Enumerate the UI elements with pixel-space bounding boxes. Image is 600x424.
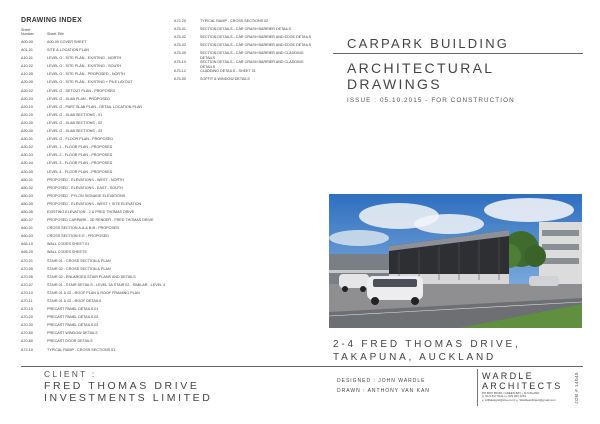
index-row [21,186,171,194]
sheet-number: A70-60 [21,339,33,344]
sheet-title: WALL CODES SHEET 01 [47,242,90,247]
sheet-number: A50-03 [21,193,33,198]
index-row [21,40,171,48]
index-row [21,129,171,137]
index-row [21,56,171,64]
index-row [174,27,314,35]
sheet-title: STAIR 01 - STAIR DETAILS - LEVEL 3A STAIR 02 - SIMILAR - LEVEL 4 [47,282,166,287]
address-line-1: 2-4 FRED THOMAS DRIVE, [333,339,521,350]
sheet-title: STAIR 01 & 02 - ROOF PLAN & ROOF FRAMING PLAN [47,290,140,295]
sheet-number: A65-10 [21,242,33,247]
sheet-title: CROSS SECTION E-E - PROPOSED [47,234,109,239]
sheet-title: CROSS SECTION A-A & B-B - PROPOSED [47,226,120,231]
sheet-number: A75-12 [174,69,186,73]
sheet-title: LEVEL G - SLAB SECTIONS - 03 [47,129,103,134]
index-row [21,170,171,178]
architect-logo [477,369,581,406]
sheet-number: A70-15 [21,307,33,312]
sheet-title: LEVEL 1 - FLOOR PLAN - PROPOSED [47,145,113,150]
index-row [21,331,171,339]
logo-line-2: ARCHITECTS [482,381,563,391]
index-row [174,19,314,27]
sheet-title: EXISTING ELEVATION - 2 & FRED THOMAS DRIVE [47,209,135,214]
sheet-title: PRECAST WINDOW DETAILS [47,331,98,336]
sheet-number: A75-02 [174,35,186,40]
index-row [21,48,171,56]
address-line-2: TAKAPUNA, AUCKLAND [333,352,497,363]
index-row [21,72,171,80]
index-row [21,145,171,153]
sheet-title: LEVEL G - SITE PLAN - EXISTING - SOUTH [47,64,122,69]
sheet-number: A30-04 [21,161,33,166]
sheet-title: STAIR 01 - CROSS SECTION & PLAN [47,258,111,263]
sheet-title: SECTION DETAILS - CAR CRASH BARRIER AND CLADDING DETAILS [200,51,304,60]
sheet-number: A20-20 [21,112,33,117]
sheet-title: LEVEL G - SITE PLAN - EXISTING + PILE LAYOUT [47,80,133,85]
sheet-title: TYPICAL RAMP - CROSS SECTIONS 01 [47,347,116,352]
sheet-title: SOFFIT & WINDOW DETAILS [200,77,250,82]
sheet-title: LEVEL G - SETOUT PLAN - PROPOSED [47,88,116,93]
sheet-number: A70-11 [21,299,33,303]
index-row [174,69,314,77]
sheet-title: PROPOSED - ELEVATIONS - EAST - SOUTH [47,185,123,190]
contact-email: e. AIRdesign2@xtra.co.nz e. Wardlearchitect@gmail.com [482,397,556,402]
index-row [21,275,171,283]
index-row [174,35,314,43]
sheet-title: LEVEL 2 - FLOOR PLAN - PROPOSED [47,153,113,158]
sheet-title: PRECAST PANEL DETAILS 03 [47,323,99,328]
sheet-number: A70-05 [21,266,33,271]
sheet-number: A50-01 [21,177,33,182]
sheet-title: LEVEL 3 - FLOOR PLAN - PROPOSED [47,161,113,166]
index-row [21,80,171,88]
sheet-number: A20-00 [21,80,33,85]
designed-by: DESIGNED : JOHN WARDLE [337,378,426,384]
sheet-title: SECTION DETAILS - CAR CRASH BARRIER AND EDGE DETAILS [200,35,312,40]
sheet-title: SECTION DETAILS - CAR CRASH BARRIER AND CLADDING DETAILS [200,60,304,69]
drawn-by: DRAWN : ANTHONY VAN KAN [337,388,430,394]
sheet-number: A50-07 [21,218,33,223]
index-row [21,242,171,250]
sheet-title: LEVEL G - SITE PLAN - EXISTING - NORTH [47,56,122,61]
index-row [174,60,314,69]
sheet-title: LEVEL G - FLOOR PLAN - PROPOSED [47,137,114,142]
sheet-title: LEVEL 4 - FLOOR PLAN - PROPOSED [47,169,113,174]
sheet-number: A10-01 [21,56,33,61]
index-row [21,315,171,323]
index-row [21,64,171,72]
index-row [174,51,314,60]
sheet-title: PROPOSED - PYLON SIGNAGE ELEVATIONS [47,193,126,198]
index-row [21,218,171,226]
index-row [21,226,171,234]
sheet-number: A20-02 [21,88,33,93]
index-row [21,307,171,315]
sheet-number: A50-06 [21,209,33,214]
issue-line: ISSUE : 05.10.2015 - FOR CONSTRUCTION [347,97,515,104]
sheet-number: A75-01 [174,27,186,32]
sheet-number: A70-07 [21,282,33,287]
sheet-title: SITE & LOCATION PLAN [47,48,89,53]
sheet-number: A75-03 [174,43,186,48]
index-row [21,161,171,169]
logo-contact [482,392,556,402]
sheet-title: LEVEL G - SLAB SECTIONS - 02 [47,120,103,125]
sheet-number: A72-20 [174,19,186,23]
index-row [21,283,171,291]
sheet-number: A01-01 [21,48,33,53]
sheet-title: PRECAST PANEL DETAILS 02 [47,315,99,320]
sheet-number: A70-20 [21,315,33,320]
sheet-title: LEVEL G - SLAB SECTIONS - 01 [47,112,103,117]
index-row [21,202,171,210]
sheet-number: A75-10 [174,60,186,65]
index-row [21,178,171,186]
project-title: CARPARK BUILDING [347,36,510,51]
sheet-title: TYPICAL RAMP - CROSS SECTIONS 02 [200,19,269,23]
sheet-title: PRECAST PANEL DETAILS 01 [47,307,99,312]
sheet-number: A30-01 [21,137,33,142]
sheet-title: STAIR 02 - CROSS SECTION & PLAN [47,266,111,271]
index-row [21,259,171,267]
index-row [21,194,171,202]
index-row [21,250,171,258]
index-row [21,299,171,307]
sheet-number: A70-50 [21,331,33,336]
heading-line-2: DRAWINGS [347,76,442,92]
index-row [21,348,171,356]
index-row [21,113,171,121]
index-row [21,339,171,347]
sheet-number: A70-06 [21,274,33,279]
sheet-number: A20-10 [21,104,33,109]
sheet-number-header: Sheet Number [21,28,34,36]
sheet-number: A10-05 [21,72,33,77]
sheet-number: A60-01 [21,226,33,231]
drawing-index-column-1 [21,40,171,356]
sheet-title: STAIR 02 - ENLARGED STAIR PLANS AND DETAILS [47,274,136,279]
sheet-number: A20-03 [21,96,33,101]
sheet-number: A70-10 [21,290,33,295]
drawing-index-column-2 [174,19,314,85]
job-number: JOB # 14045 [574,372,579,404]
sheet-number: A70-30 [21,323,33,328]
sheet-title: PROPOSED - ELEVATIONS - WEST + SITE ELEVATION [47,201,142,206]
sheet-number: A20-30 [21,120,33,125]
sheet-title: STAIR 01 & 02 - ROOF DETAILS [47,299,102,303]
index-row [21,89,171,97]
sheet-title-header: Sheet Title [47,32,64,36]
site-photo-illustration [329,194,582,328]
index-row [174,43,314,51]
sheet-title: LEVEL G - SITE PLAN - PROPOSED - NORTH [47,72,125,77]
sheet-number: A20-40 [21,129,33,134]
client-name-line-1: FRED THOMAS DRIVE [44,380,200,392]
sheet-number: A50-05 [21,201,33,206]
client-label: CLIENT : [44,369,97,379]
contact-phone: p. 64 9 817 8411 m. 029 303 1249 [482,394,526,399]
sheet-number: A60-03 [21,234,33,239]
sheet-number: A50-02 [21,185,33,190]
sheet-number: A75-05 [174,51,186,56]
index-row [174,77,314,85]
index-row [21,323,171,331]
client-name-line-2: INVESTMENTS LIMITED [44,392,213,404]
sheet-number: A30-05 [21,169,33,174]
sheet-title: A00-00 COVER SHEET [47,40,87,44]
drawing-index-title: DRAWING INDEX [21,17,83,24]
index-row [21,291,171,299]
sheet-title: SECTION DETAILS - CAR CRASH BARRIER AND EDGE DETAILS [200,43,312,48]
contact-address: PO BOX 80166 • GREEN BAY • AUCKLAND [482,391,540,395]
sheet-title: CLADDING DETAILS - SHEET 01 [200,69,256,73]
index-row [21,137,171,145]
sheet-title: SECTION DETAILS - CAR CRASH BARRIER DETAILS [200,27,292,32]
sheet-number: A70-01 [21,258,33,263]
site-photo [329,194,582,328]
index-row [21,97,171,105]
sheet-title: WALL CODES SHEETS [47,250,87,255]
sheet-title: LEVEL G - PART SLAB PLAN - DETAIL LOCATION PLAN [47,104,143,109]
sheet-number: A30-03 [21,153,33,158]
sheet-number: A00-00 [21,40,33,44]
sheet-number: A72-10 [21,347,33,352]
sheet-number: A10-02 [21,64,33,69]
footer-divider [21,366,583,367]
logo-line-1: WARDLE [482,371,534,381]
index-row [21,210,171,218]
sheet-title: PROPOSED CARPARK - 3D RENDER - FRED THOMAS DRIVE [47,218,154,223]
index-row [21,105,171,113]
title-divider [333,53,583,54]
heading-line-1: ARCHITECTURAL [347,60,495,76]
index-row [21,267,171,275]
sheet-title: PROPOSED - ELEVATIONS - WEST - NORTH [47,177,124,182]
sheet-title: PRECAST DOOR DETAILS [47,339,93,344]
index-row [21,121,171,129]
index-row [21,153,171,161]
index-row [21,234,171,242]
sheet-title: LEVEL G - SLAB PLAN - PROPOSED [47,96,110,101]
sheet-number: A75-50 [174,77,186,82]
sheet-number: A30-02 [21,145,33,150]
sheet-number: A65-20 [21,250,33,255]
